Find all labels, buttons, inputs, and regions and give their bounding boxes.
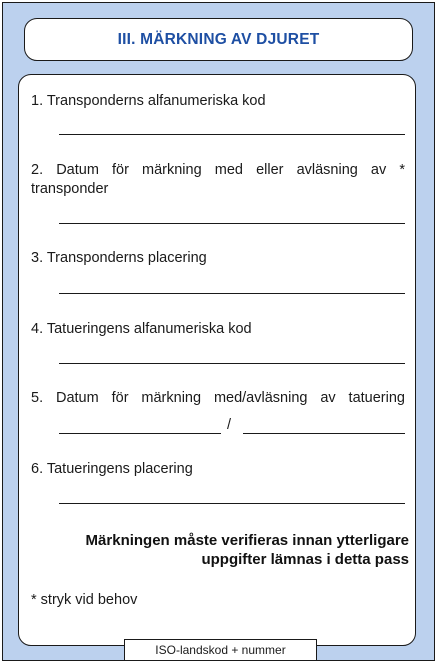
marking-form [18,74,416,646]
item-3-label: 3. Transponderns placering [31,250,207,266]
section-title-box [24,18,413,61]
item-1-label: 1. Transponderns alfanumeriska kod [31,93,266,109]
item-5-date-line-2[interactable] [243,433,405,434]
passport-page [2,2,435,661]
item-3-answer-line[interactable] [59,293,405,294]
section-title: III. MÄRKNING AV DJURET [117,30,320,48]
item-2-answer-line[interactable] [59,223,405,224]
footnote: * stryk vid behov [31,592,138,608]
iso-country-code-box: ISO-landskod + nummer [124,639,317,661]
item-4-answer-line[interactable] [59,363,405,364]
item-4-label: 4. Tatueringens alfanumeriska kod [31,321,252,337]
item-5-date-separator: / [227,417,232,433]
item-5-label: 5. Datum för märkning med/avläsning av tatuering [31,390,405,406]
item-6-answer-line[interactable] [59,503,405,504]
item-5-date-line-1[interactable] [59,433,221,434]
item-6-label: 6. Tatueringens placering [31,461,193,477]
item-1-answer-line[interactable] [59,134,405,135]
verification-warning: Märkningen måste verifieras innan ytterligare uppgifter lämnas i detta pass [85,532,409,568]
item-2-label: 2. Datum för märkning med eller avläsning av * transponder [31,162,405,197]
